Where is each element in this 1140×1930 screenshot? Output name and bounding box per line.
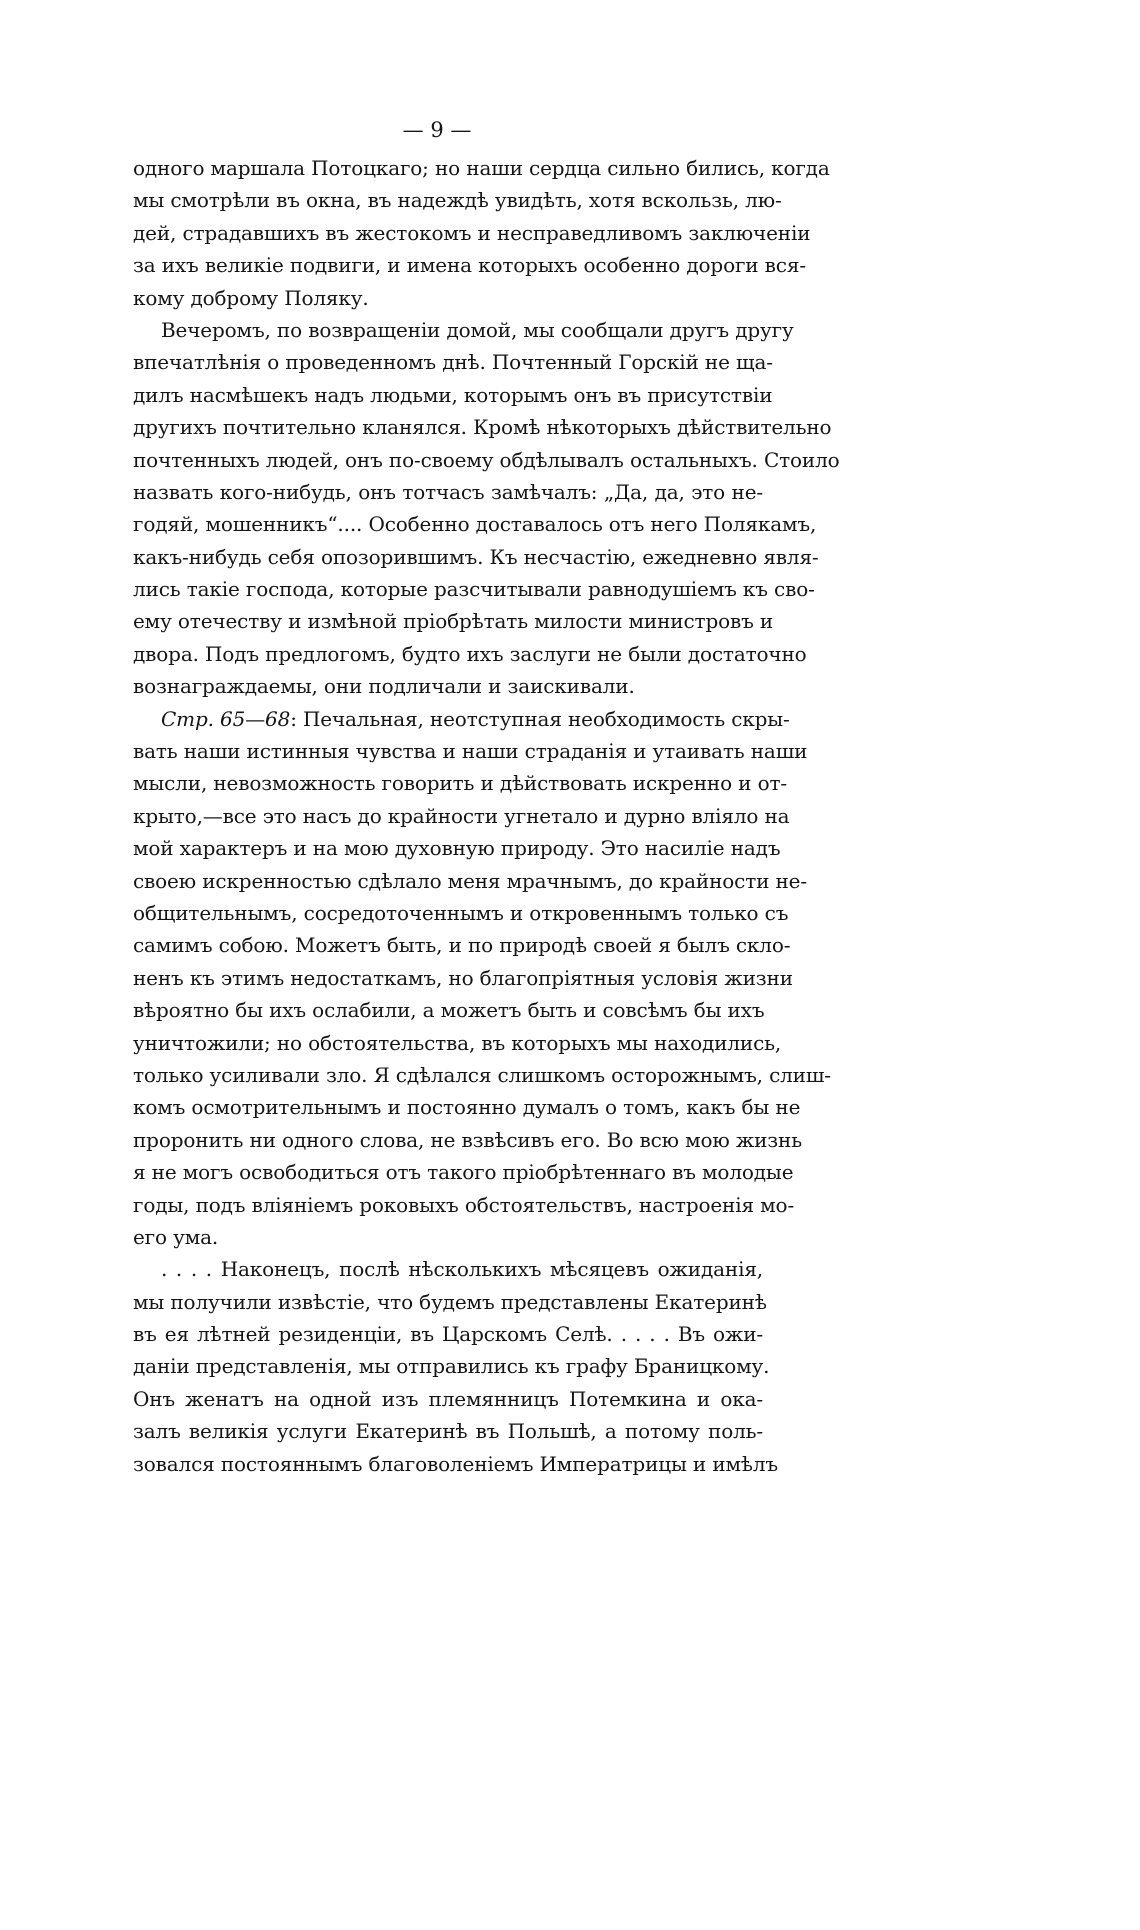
text-line: общительнымъ, сосредоточеннымъ и откровеннымъ только съ: [133, 900, 789, 925]
text-line: вознаграждаемы, они подличали и заискивали.: [133, 674, 635, 699]
body-text: [133, 152, 840, 1480]
text-line: годы, подъ вліяніемъ роковыхъ обстоятельствъ, настроенія мо-: [133, 1192, 795, 1217]
page-reference: Стр. 65—68: [161, 706, 291, 731]
text-line: Онъ женатъ на одной изъ племянницъ Потемкина и ока-: [133, 1386, 763, 1411]
text-line: мой характеръ и на мою духовную природу. Это насиліе надъ: [133, 836, 781, 861]
paragraph: [133, 1253, 778, 1480]
text-line: уничтожили; но обстоятельства, въ которыхъ мы находились,: [133, 1030, 782, 1055]
text-line: мы смотрѣли въ окна, въ надеждѣ увидѣть, хотя вскользь, лю-: [133, 188, 782, 213]
text-line: вать наши истинныя чувства и наши страданія и утаивать наши: [133, 739, 808, 764]
text-line: годяй, мошенникъ“.... Особенно доставалось отъ него Полякамъ,: [133, 512, 817, 537]
text-line: почтенныхъ людей, онъ по-своему обдѣлывалъ остальныхъ. Стоило: [133, 447, 840, 472]
paragraph: [133, 152, 830, 314]
paragraph: [133, 703, 831, 1254]
text-line: дилъ насмѣшекъ надъ людьми, которымъ онъ въ присутствіи: [133, 382, 773, 407]
text-line: за ихъ великіе подвиги, и имена которыхъ особенно дороги вся-: [133, 253, 806, 278]
paragraph: [133, 314, 840, 703]
text-line: его ума.: [133, 1224, 219, 1249]
text-line: ненъ къ этимъ недостаткамъ, но благопріятныя условія жизни: [133, 965, 793, 990]
text-line: самимъ собою. Можетъ быть, и по природѣ своей я былъ скло-: [133, 933, 791, 958]
text-line: другихъ почтительно кланялся. Кромѣ нѣкоторыхъ дѣйствительно: [133, 415, 832, 440]
text-line: назвать кого-нибудь, онъ тотчасъ замѣчалъ: „Да, да, это не-: [133, 479, 763, 504]
text-line: вѣроятно бы ихъ ослабили, а можетъ быть и совсѣмъ бы ихъ: [133, 998, 765, 1023]
text-line: проронить ни одного слова, не взвѣсивъ его. Во всю мою жизнь: [133, 1127, 802, 1152]
text-line-rest: : Печальная, неотступная необходимость скры-: [290, 706, 790, 731]
text-line: Вечеромъ, по возвращеніи домой, мы сообщали другъ другу: [161, 317, 794, 342]
text-line: залъ великія услуги Екатеринѣ въ Польшѣ, а потому поль-: [133, 1419, 763, 1444]
text-line: какъ-нибудь себя опозорившимъ. Къ несчастію, ежедневно явля-: [133, 544, 819, 569]
text-line: ему отечеству и измѣной пріобрѣтать милости министровъ и: [133, 609, 774, 634]
text-line: мы получили извѣстіе, что будемъ представлены Екатеринѣ: [133, 1289, 767, 1314]
text-line: впечатлѣнія о проведенномъ днѣ. Почтенный Горскій не ща-: [133, 350, 773, 375]
text-line: кому доброму Поляку.: [133, 285, 369, 310]
text-line: комъ осмотрительнымъ и постоянно думалъ о томъ, какъ бы не: [133, 1095, 801, 1120]
text-line: даніи представленія, мы отправились къ графу Браницкому.: [133, 1354, 770, 1379]
text-line: въ ея лѣтней резиденціи, въ Царскомъ Селѣ. . . . . Въ ожи-: [133, 1322, 763, 1347]
text-line: мысли, невозможность говорить и дѣйствовать искренно и от-: [133, 771, 787, 796]
text-line: только усиливали зло. Я сдѣлался слишкомъ осторожнымъ, слиш-: [133, 1062, 831, 1087]
text-line: [133, 703, 790, 735]
text-line: я не могъ освободиться отъ такого пріобрѣтеннаго въ молодые: [133, 1160, 794, 1185]
text-line: дей, страдавшихъ въ жестокомъ и несправедливомъ заключеніи: [133, 220, 811, 245]
text-line: . . . . Наконецъ, послѣ нѣсколькихъ мѣсяцевъ ожиданія,: [161, 1257, 763, 1282]
text-line: своею искренностью сдѣлало меня мрачнымъ, до крайности не-: [133, 868, 807, 893]
text-line: зовался постояннымъ благоволеніемъ Императрицы и имѣлъ: [133, 1451, 778, 1476]
text-line: лись такіе господа, которые разсчитывали равнодушіемъ къ сво-: [133, 577, 815, 602]
text-line: двора. Подъ предлогомъ, будто ихъ заслуги не были достаточно: [133, 641, 807, 666]
text-line: одного маршала Потоцкаго; но наши сердца сильно бились, когда: [133, 156, 830, 180]
page-number: — 9 —: [402, 118, 472, 142]
text-line: крыто,—все это насъ до крайности угнетало и дурно вліяло на: [133, 803, 790, 828]
